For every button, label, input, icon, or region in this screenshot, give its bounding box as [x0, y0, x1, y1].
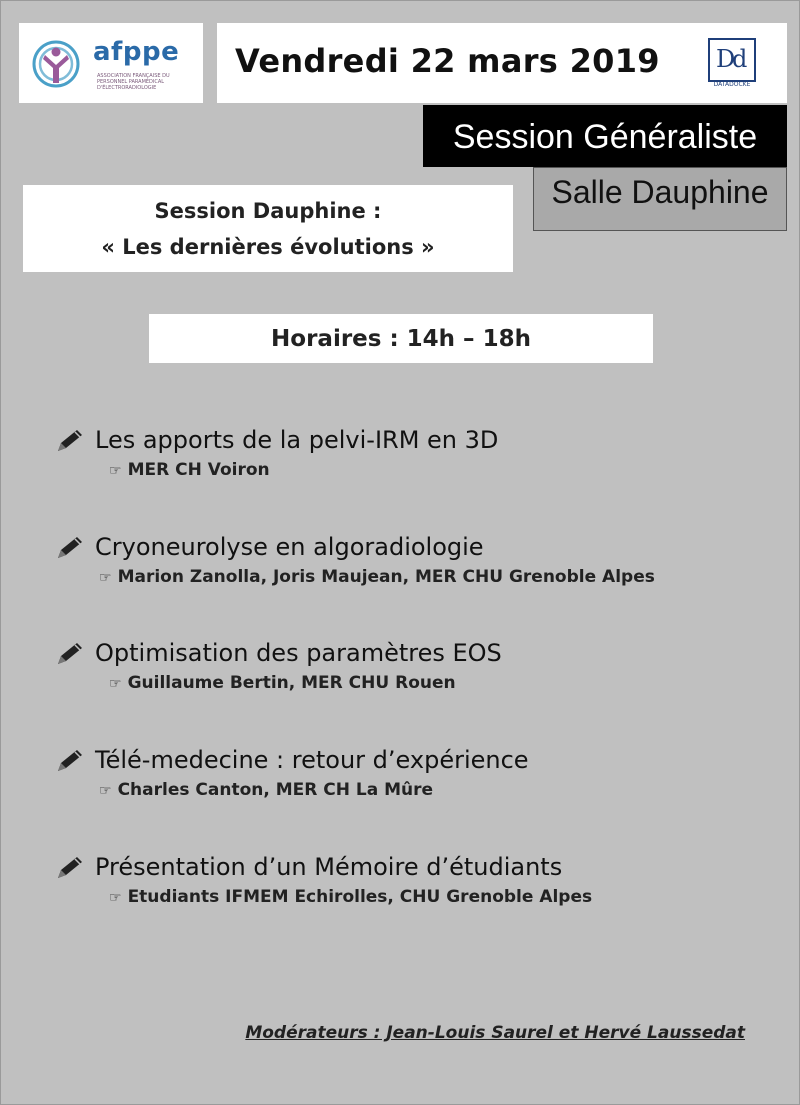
session-title-line1: Session Dauphine :: [154, 199, 382, 223]
logo-name: afppe: [93, 37, 180, 67]
talk-title: Présentation d’un Mémoire d’étudiants: [95, 853, 563, 881]
pencil-icon: [55, 748, 85, 774]
talk-speaker: Etudiants IFMEM Echirolles, CHU Grenoble Alpes: [127, 887, 593, 907]
event-date: Vendredi 22 mars 2019: [235, 42, 660, 80]
pointing-hand-icon: ☞: [99, 570, 112, 586]
talk-item: [55, 426, 785, 480]
talk-title: Optimisation des paramètres EOS: [95, 639, 502, 667]
schedule-hours: Horaires : 14h – 18h: [149, 314, 653, 363]
talk-item: [55, 746, 785, 800]
svg-text:D: D: [716, 45, 736, 73]
talk-item: [55, 853, 785, 907]
talk-item: [55, 639, 785, 693]
talk-title: Les apports de la pelvi-IRM en 3D: [95, 426, 499, 454]
talk-speaker: Charles Canton, MER CH La Mûre: [117, 780, 434, 800]
session-generaliste-banner: Session Généraliste: [423, 105, 787, 167]
svg-text:d: d: [732, 45, 748, 73]
logo-subtitle: ASSOCIATION FRANÇAISE DU PERSONNEL PARAMÉDICAL D'ÉLECTRORADIOLOGIE: [97, 73, 170, 91]
talk-speaker: MER CH Voiron: [127, 460, 270, 480]
pointing-hand-icon: ☞: [109, 463, 122, 479]
pencil-icon: [55, 641, 85, 667]
pointing-hand-icon: ☞: [109, 890, 122, 906]
session-title-box: [23, 185, 513, 272]
pointing-hand-icon: ☞: [109, 676, 122, 692]
talk-title: Cryoneurolyse en algoradiologie: [95, 533, 484, 561]
datadock-logo-icon: [705, 37, 759, 89]
talk-title: Télé-medecine : retour d’expérience: [95, 746, 529, 774]
talk-speaker: Guillaume Bertin, MER CHU Rouen: [127, 673, 456, 693]
pointing-hand-icon: ☞: [99, 783, 112, 799]
date-banner: [217, 23, 787, 103]
pencil-icon: [55, 428, 85, 454]
datadock-label: DATADOCKÉ: [713, 81, 751, 88]
pencil-icon: [55, 535, 85, 561]
pencil-icon: [55, 855, 85, 881]
talk-speaker: Marion Zanolla, Joris Maujean, MER CHU Grenoble Alpes: [117, 567, 655, 587]
session-title-line2: « Les dernières évolutions »: [101, 235, 435, 259]
afppe-emblem-icon: [31, 39, 81, 89]
moderators: Modérateurs : Jean-Louis Saurel et Hervé Laussedat: [245, 1023, 745, 1043]
room-label: Salle Dauphine: [533, 167, 787, 231]
talk-item: [55, 533, 785, 587]
afppe-logo: [19, 23, 203, 103]
